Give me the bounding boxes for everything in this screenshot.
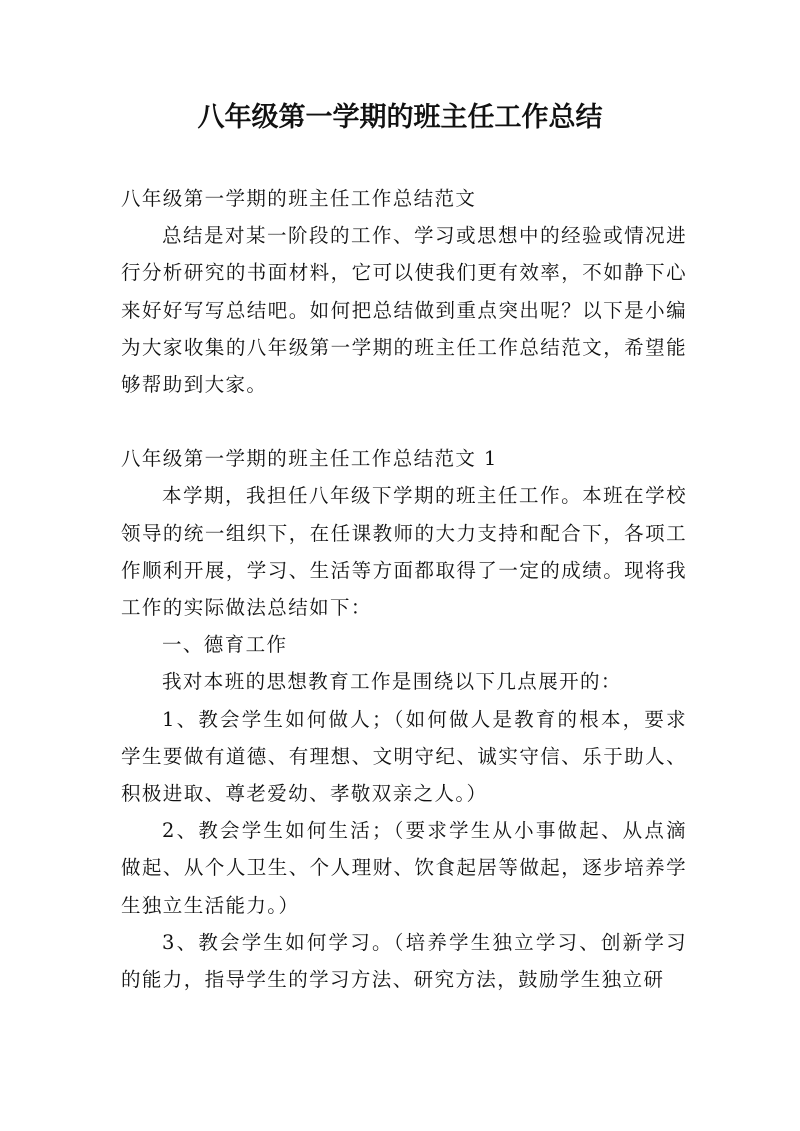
subsection-heading-moral-education: 一、德育工作 <box>162 633 288 657</box>
section-heading-intro: 八年级第一学期的班主任工作总结范文 <box>121 187 477 210</box>
body-paragraph: 本学期，我担任八年级下学期的班主任工作。本班在学校领导的统一组织下，在任课教师的大力支持和配合下，各项工作顺利开展，学习、生活等方面都取得了一定的成绩。现将我工作的实际做法总结如下： <box>121 484 687 620</box>
list-item: 3、教会学生如何学习。（培养学生独立学习、创新学习的能力，指导学生的学习方法、研究方法，鼓励学生独立研 <box>121 930 687 992</box>
body-paragraph: 我对本班的思想教育工作是围绕以下几点展开的： <box>162 670 622 694</box>
document-body <box>121 180 687 998</box>
list-item: 2、教会学生如何生活；（要求学生从小事做起、从点滴做起、从个人卫生、个人理财、饮食起居等做起，逐步培养学生独立生活能力。） <box>121 819 687 917</box>
list-item: 1、教会学生如何做人；（如何做人是教育的根本，要求学生要做有道德、有理想、文明守纪、诚实守信、乐于助人、积极进取、尊老爱幼、孝敬双亲之人。） <box>121 707 687 806</box>
document-title: 八年级第一学期的班主任工作总结 <box>197 102 603 133</box>
section-heading-sample-1: 八年级第一学期的班主任工作总结范文 1 <box>121 447 498 471</box>
intro-paragraph: 总结是对某一阶段的工作、学习或思想中的经验或情况进行分析研究的书面材料，它可以使我们更有效率，不如静下心来好好写写总结吧。如何把总结做到重点突出呢？以下是小编为大家收集的八年级第一学期的班主任工作总结范文，希望能够帮助到大家。 <box>121 224 687 397</box>
